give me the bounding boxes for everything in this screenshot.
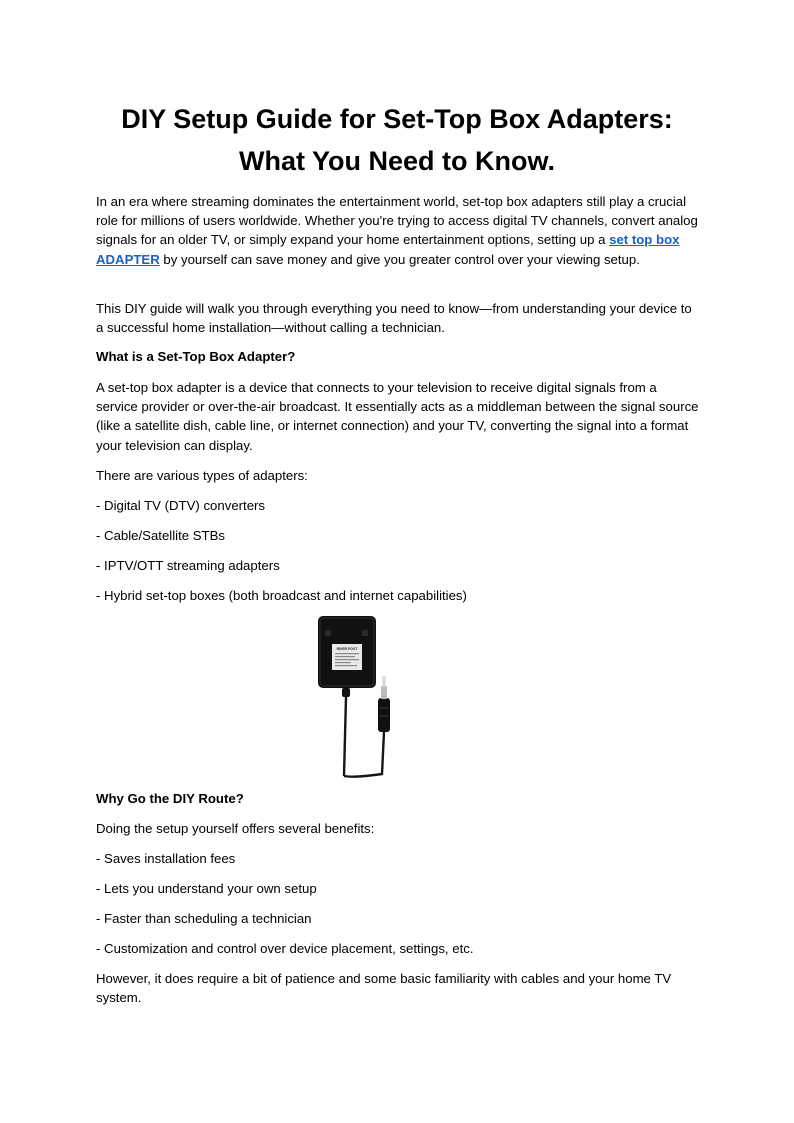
document-title	[60, 98, 734, 182]
adapter-label-line	[335, 653, 359, 654]
list-item: - IPTV/OTT streaming adapters	[96, 558, 280, 573]
intro-text-before-link: In an era where streaming dominates the entertainment world, set-top box adapters still play a crucial role for millions of users worldwide. Whether you're trying to access digital TV channels, convert analog signals for an older TV, or simply expand your home entertainment options, setting up a	[96, 194, 698, 248]
power-adapter-image	[308, 612, 412, 778]
list-item: - Cable/Satellite STBs	[96, 528, 225, 543]
adapter-label-line	[335, 662, 351, 663]
definition-paragraph: A set-top box adapter is a device that connects to your television to receive digital signals from a service provider or over-the-air broadcast. It essentially acts as a middleman between the signal source (like a satellite dish, cable line, or internet connection) and your TV, converting the signal into a format your television can display.	[96, 380, 699, 453]
title-line-1: DIY Setup Guide for Set-Top Box Adapters:	[121, 104, 673, 134]
adapter-strain-relief	[342, 688, 350, 697]
adapter-label-line	[335, 656, 355, 657]
list-item: - Saves installation fees	[96, 851, 236, 866]
adapter-cable	[344, 697, 346, 776]
types-intro: There are various types of adapters:	[96, 468, 308, 483]
list-item: - Digital TV (DTV) converters	[96, 498, 266, 513]
intro-text-after-link: by yourself can save money and give you greater control over your viewing setup.	[159, 251, 640, 267]
adapter-label-text: RIVER FOOT	[336, 647, 358, 651]
set-top-box-adapter-link[interactable]: set top box ADAPTER	[96, 232, 680, 267]
list-item: - Customization and control over device placement, settings, etc.	[96, 941, 474, 956]
benefits-intro: Doing the setup yourself offers several benefits:	[96, 821, 375, 836]
adapter-label-line	[335, 659, 359, 660]
list-item: - Faster than scheduling a technician	[96, 911, 312, 926]
adapter-prong-left	[325, 630, 331, 636]
section-heading-what-is: What is a Set-Top Box Adapter?	[96, 349, 296, 364]
adapter-prong-right	[362, 630, 368, 636]
list-item: - Lets you understand your own setup	[96, 881, 317, 896]
section-heading-why-diy: Why Go the DIY Route?	[96, 791, 244, 806]
closing-paragraph: However, it does require a bit of patience and some basic familiarity with cables and your home TV system.	[96, 971, 672, 1006]
title-line-2: What You Need to Know.	[239, 146, 555, 176]
adapter-label-line	[335, 665, 357, 666]
dc-plug-barrel	[381, 686, 387, 699]
adapter-cable-loop	[344, 732, 384, 777]
list-item: - Hybrid set-top boxes (both broadcast and internet capabilities)	[96, 588, 467, 603]
intro-paragraph	[96, 192, 701, 269]
guide-paragraph: This DIY guide will walk you through everything you need to know—from understanding your device to a successful home installation—without calling a technician.	[96, 301, 692, 336]
dc-plug-tip	[383, 676, 386, 687]
dc-plug-body	[378, 698, 390, 732]
